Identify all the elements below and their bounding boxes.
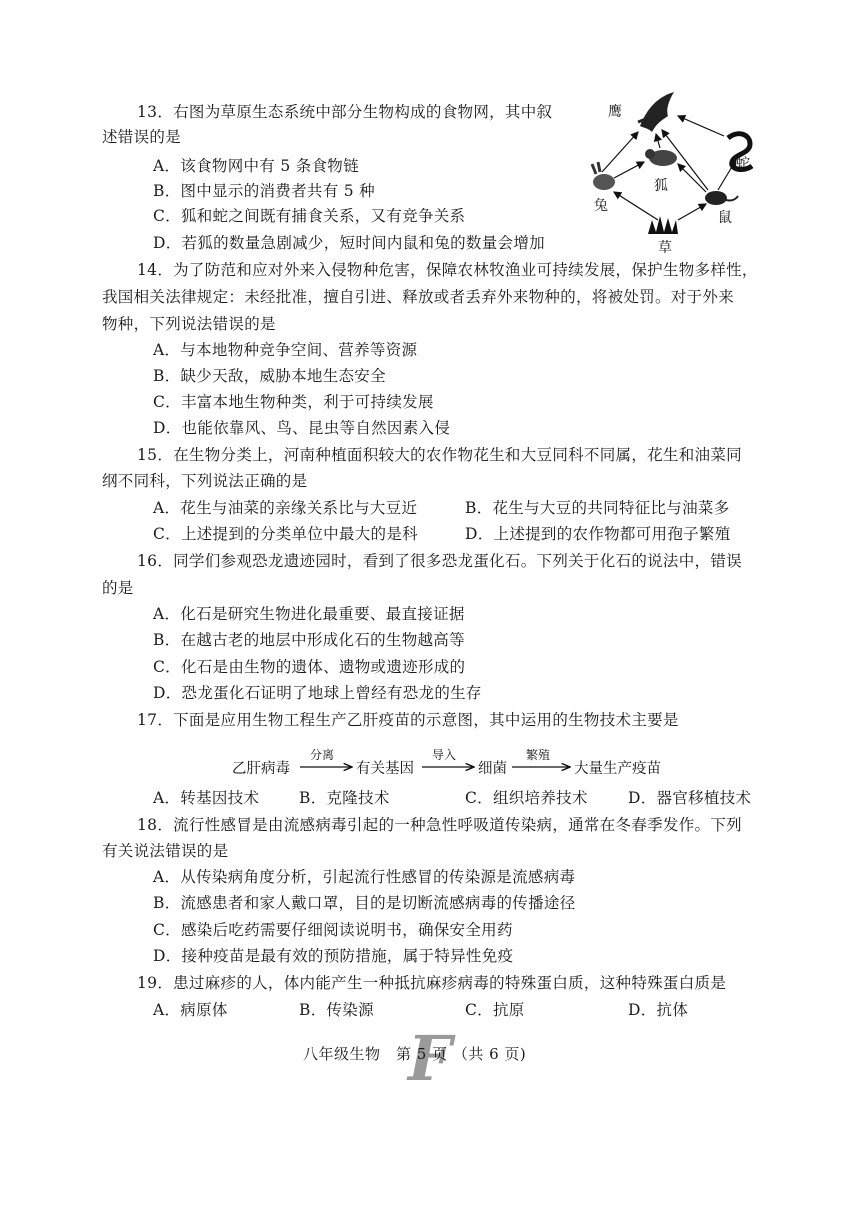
q13-option-a: A．该食物网中有 5 条食物链 — [153, 157, 359, 175]
q18-option-b: B．流感患者和家人戴口罩，目的是切断流感病毒的传播途径 — [153, 894, 576, 912]
web-label-rabbit: 兔 — [594, 198, 608, 214]
fox-icon — [645, 149, 677, 166]
q16-stem-line1: 16．同学们参观恐龙遗迹园时，看到了很多恐龙蛋化石。下列关于化石的说法中，错误 — [137, 552, 742, 570]
q14-stem-line2: 我国相关法律规定：未经批准，擅自引进、释放或者丢弃外来物种的，将被处罚。对于外来 — [102, 288, 735, 306]
q16-stem-line2: 的是 — [102, 579, 134, 597]
web-label-fox: 狐 — [654, 178, 668, 194]
food-web-figure — [578, 86, 768, 258]
q17-stem-line1: 17．下面是应用生物工程生产乙肝疫苗的示意图，其中运用的生物技术主要是 — [137, 711, 679, 729]
q14-option-c: C．丰富本地生物种类，利于可持续发展 — [153, 393, 434, 411]
page-footer: 八年级生物 第 5 页 （共 6 页) — [303, 1045, 527, 1063]
arrow-snake-eagle — [678, 116, 724, 136]
process-step-2: 有关基因 — [356, 761, 414, 777]
q18-stem-line1: 18．流行性感冒是由流感病毒引起的一种急性呼吸道传染病，通常在冬春季发作。下列 — [137, 816, 742, 834]
q19-stem-line1: 19．患过麻疹的人，体内能产生一种抵抗麻疹病毒的特殊蛋白质，这种特殊蛋白质是 — [137, 974, 727, 992]
q18-option-a: A．从传染病角度分析，引起流行性感冒的传染源是流感病毒 — [153, 868, 576, 886]
process-step-3: 细菌 — [478, 761, 507, 777]
q15-option-b: B．花生与大豆的共同特征比与油菜多 — [465, 499, 730, 517]
q17-option-a: A．转基因技术 — [153, 789, 260, 807]
q16-option-a: A．化石是研究生物进化最重要、最直接证据 — [153, 605, 465, 623]
q18-option-c: C．感染后吃药需要仔细阅读说明书，确保安全用药 — [153, 921, 513, 939]
arrow-rabbit-fox — [614, 162, 644, 178]
vaccine-process-diagram — [232, 747, 672, 781]
q19-option-b: B．传染源 — [299, 1001, 374, 1019]
process-arrow-label-2: 导入 — [432, 748, 457, 762]
stamp-letter: F — [408, 1026, 453, 1086]
q17-option-d: D．器官移植技术 — [628, 789, 752, 807]
q13-stem-line1: 13．右图为草原生态系统中部分生物构成的食物网，其中叙 — [137, 103, 553, 121]
q14-stem-line3: 物种，下列说法错误的是 — [102, 315, 276, 333]
q17-option-b: B．克隆技术 — [299, 789, 390, 807]
process-arrow-label-3: 繁殖 — [526, 748, 551, 762]
q19-option-c: C．抗原 — [465, 1001, 525, 1019]
q13-option-b: B．图中显示的消费者共有 5 种 — [153, 182, 375, 200]
arrow-grass-mouse — [678, 204, 706, 220]
q18-option-d: D．接种疫苗是最有效的预防措施，属于特异性免疫 — [153, 947, 514, 965]
q19-option-a: A．病原体 — [153, 1001, 228, 1019]
process-step-1: 乙肝病毒 — [232, 761, 290, 777]
process-step-4: 大量生产疫苗 — [574, 761, 661, 777]
web-label-mouse: 鼠 — [718, 210, 732, 226]
web-label-snake: 蛇 — [736, 156, 750, 172]
q15-stem-line2: 纲不同科，下列说法正确的是 — [102, 472, 308, 490]
q16-option-c: C．化石是由生物的遗体、遗物或遗迹形成的 — [153, 658, 466, 676]
q13-option-d: D．若狐的数量急剧减少，短时间内鼠和兔的数量会增加 — [153, 234, 545, 252]
q15-option-c: C．上述提到的分类单位中最大的是科 — [153, 525, 418, 543]
q19-option-d: D．抗体 — [628, 1001, 689, 1019]
arrow-fox-eagle — [656, 134, 660, 148]
process-arrow-label-1: 分离 — [310, 748, 335, 762]
arrow-rabbit-eagle — [602, 132, 638, 172]
q18-stem-line2: 有关说法错误的是 — [102, 842, 229, 860]
web-label-eagle: 鹰 — [608, 104, 622, 120]
grass-icon — [648, 216, 678, 234]
food-web-svg — [578, 86, 768, 258]
q15-option-d: D．上述提到的农作物都可用孢子繁殖 — [465, 525, 731, 543]
vaccine-process-svg — [232, 747, 672, 781]
q14-option-d: D．也能依靠风、鸟、昆虫等自然因素入侵 — [153, 419, 451, 437]
web-label-grass: 草 — [658, 240, 672, 256]
q13-option-c: C．狐和蛇之间既有捕食关系，又有竞争关系 — [153, 207, 466, 225]
arrow-mouse-snake — [718, 160, 736, 190]
q14-option-b: B．缺少天敌，威胁本地生态安全 — [153, 367, 386, 385]
arrow-grass-rabbit — [614, 192, 658, 220]
q15-stem-line1: 15．在生物分类上，河南种植面积较大的农作物花生和大豆同科不同属，花生和油菜同 — [137, 446, 742, 464]
q14-option-a: A．与本地物种竞争空间、营养等资源 — [153, 341, 418, 359]
eagle-icon — [638, 92, 674, 132]
q13-stem-line2: 述错误的是 — [102, 128, 182, 146]
q16-option-b: B．在越古老的地层中形成化石的生物越高等 — [153, 631, 465, 649]
q14-stem-line1: 14．为了防范和应对外来入侵物种危害，保障农林牧渔业可持续发展，保护生物多样性， — [137, 261, 758, 279]
q16-option-d: D．恐龙蛋化石证明了地球上曾经有恐龙的生存 — [153, 684, 482, 702]
q15-option-a: A．花生与油菜的亲缘关系比与大豆近 — [153, 499, 418, 517]
mouse-icon — [705, 191, 738, 205]
q17-option-c: C．组织培养技术 — [465, 789, 588, 807]
rabbit-icon — [592, 162, 615, 190]
